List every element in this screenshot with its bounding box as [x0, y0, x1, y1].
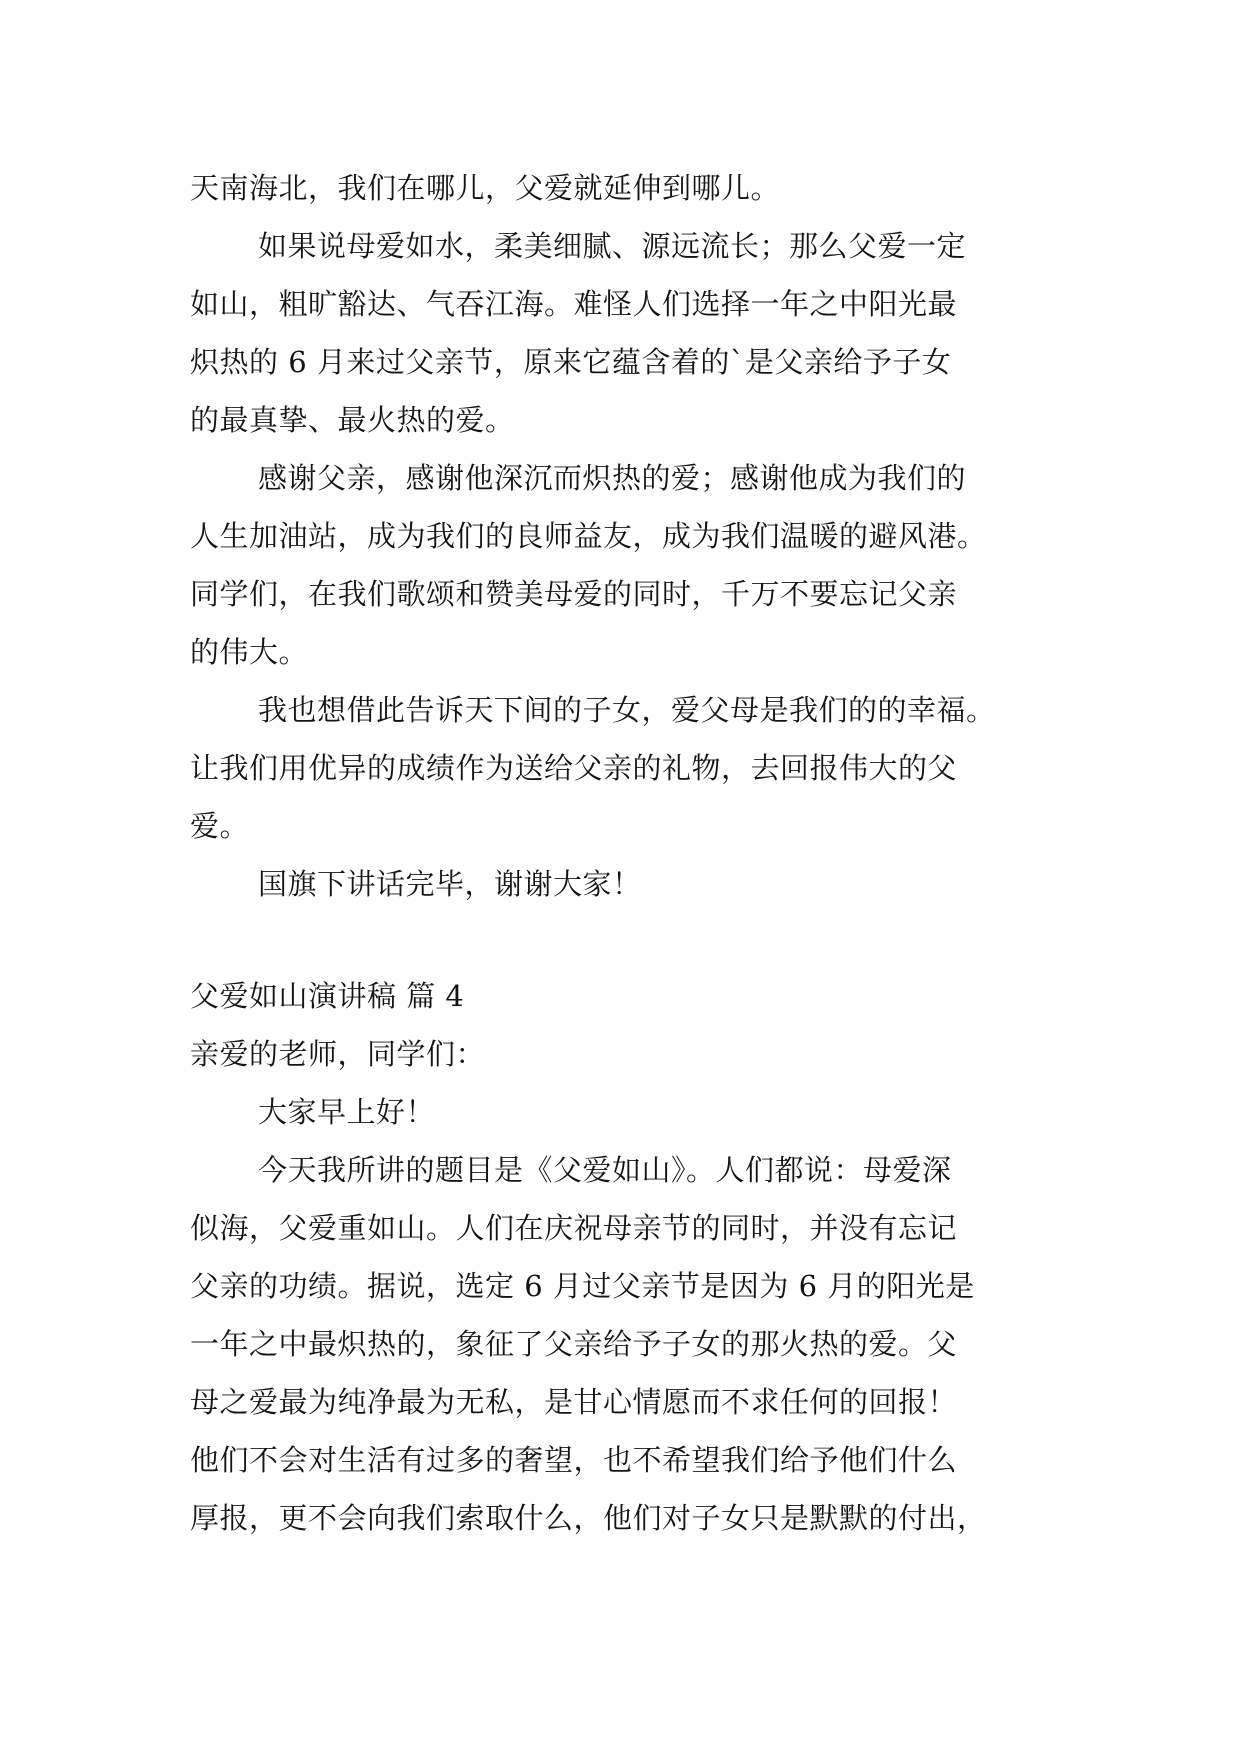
section-heading: 父爱如山演讲稿 篇 4 — [190, 979, 465, 1013]
text-line: 天南海北，我们在哪儿，父爱就延伸到哪儿。 — [190, 171, 781, 205]
text-line: 今天我所讲的题目是《父爱如山》。人们都说：母爱深 — [258, 1153, 952, 1187]
text-line: 的伟大。 — [190, 635, 309, 669]
text-line: 母之爱最为纯净最为无私，是甘心情愿而不求任何的回报！ — [190, 1385, 958, 1419]
text-line: 炽热的 6 月来过父亲节，原来它蕴含着的`是父亲给予子女 — [190, 345, 952, 379]
salutation: 亲爱的老师，同学们： — [190, 1037, 486, 1071]
text-line: 人生加油站，成为我们的良师益友，成为我们温暖的避风港。 — [190, 519, 987, 553]
text-line: 似海，父爱重如山。人们在庆祝母亲节的同时，并没有忘记 — [190, 1211, 958, 1245]
text-line: 感谢父亲，感谢他深沉而炽热的爱；感谢他成为我们的 — [258, 461, 967, 495]
text-line: 让我们用优异的成绩作为送给父亲的礼物，去回报伟大的父 — [190, 751, 958, 785]
text-line: 他们不会对生活有过多的奢望，也不希望我们给予他们什么 — [190, 1443, 958, 1477]
text-line: 爱。 — [190, 809, 250, 843]
text-line: 父亲的功绩。据说，选定 6 月过父亲节是因为 6 月的阳光是 — [190, 1269, 975, 1303]
greeting: 大家早上好！ — [258, 1095, 436, 1129]
text-line: 我也想借此告诉天下间的子女，爱父母是我们的的幸福。 — [258, 693, 996, 727]
text-line: 的最真挚、最火热的爱。 — [190, 403, 515, 437]
text-line: 国旗下讲话完毕，谢谢大家！ — [258, 867, 642, 901]
text-line: 厚报，更不会向我们索取什么，他们对子女只是默默的付出， — [190, 1501, 987, 1535]
text-line: 如山，粗旷豁达、气吞江海。难怪人们选择一年之中阳光最 — [190, 287, 958, 321]
text-line: 一年之中最炽热的，象征了父亲给予子女的那火热的爱。父 — [190, 1327, 958, 1361]
text-line: 同学们，在我们歌颂和赞美母爱的同时，千万不要忘记父亲 — [190, 577, 958, 611]
text-line: 如果说母爱如水，柔美细腻、源远流长；那么父爱一定 — [258, 229, 967, 263]
